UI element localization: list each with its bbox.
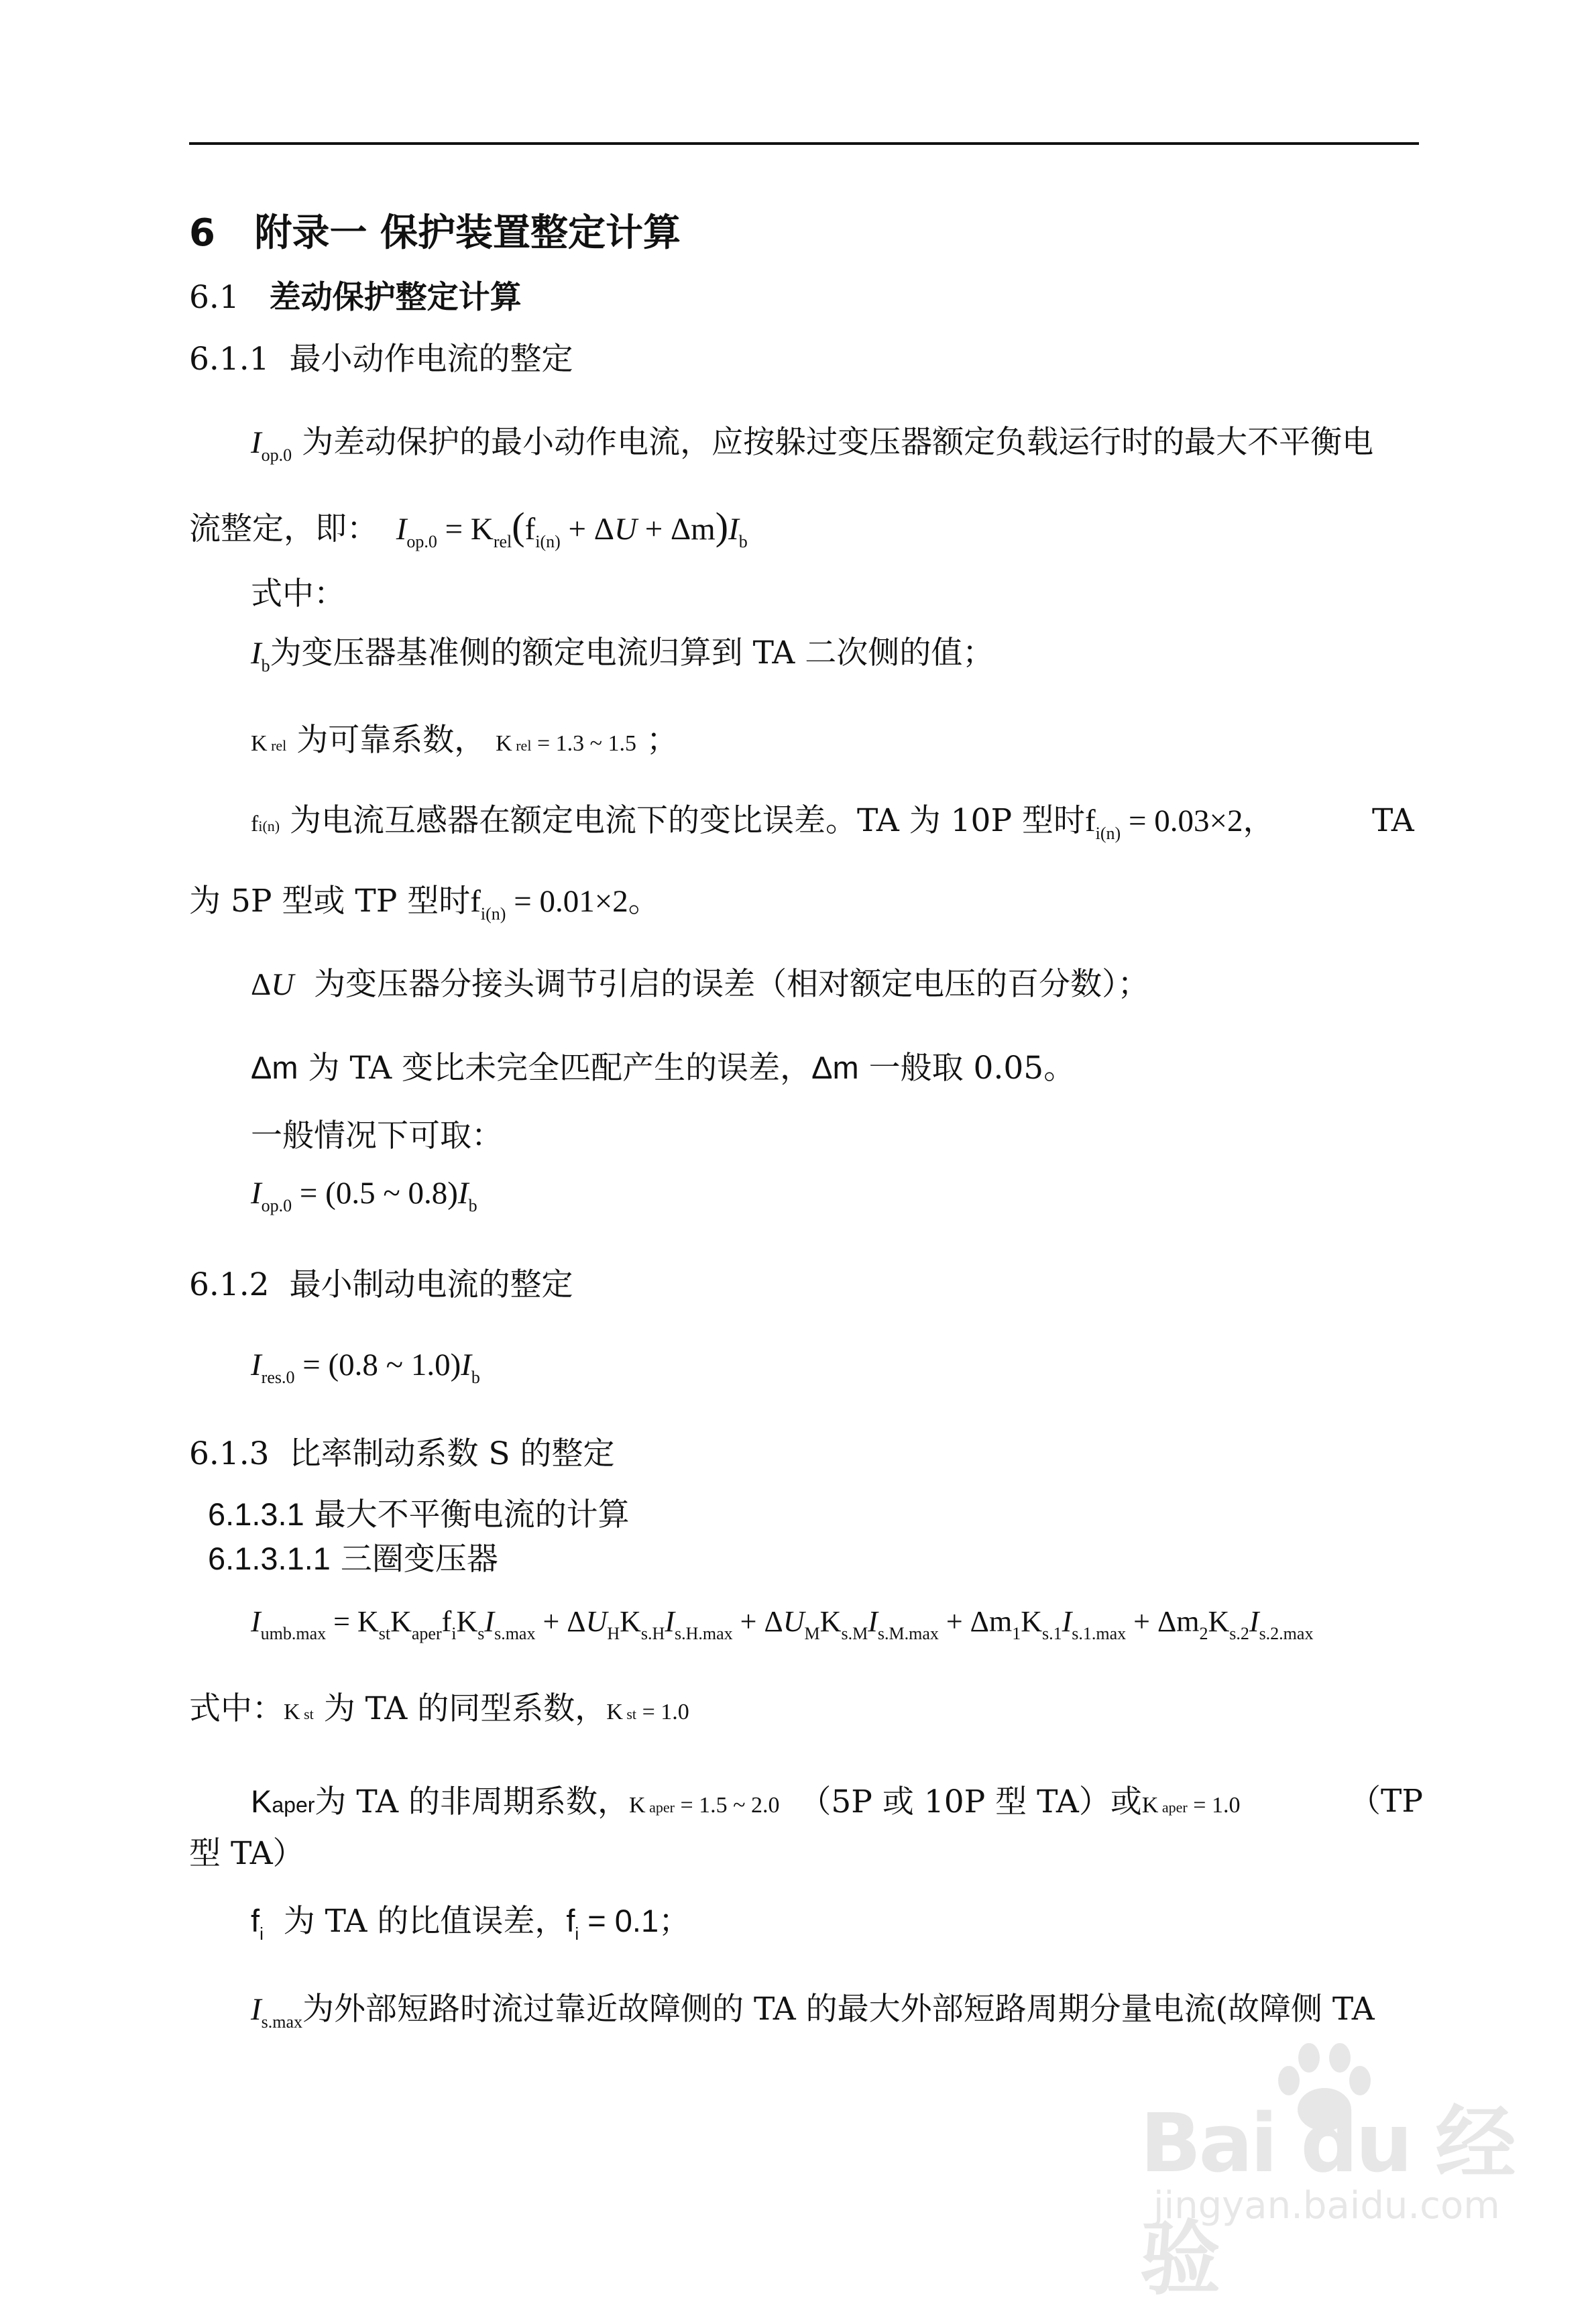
definition-text: 为可靠系数， — [296, 722, 486, 759]
symbol-krel-value: K rel = 1.3 ~ 1.5 — [496, 731, 637, 756]
definition-label: 式中： — [189, 1690, 284, 1727]
subsection-title: 三圈变压器 — [340, 1541, 498, 1578]
subsection-title: 最小制动电流的整定 — [289, 1266, 573, 1303]
formula-iumb-max: $I_{umb.max} = K_{st}K_{aper}f_iK_sI_{s.max} + \Delta U_HK_{s.H}I_{s.H.max} + \Delta U_MK_{s.M}I_{s.M.max} + \Delta m_1K_{s.1}I_{s.1.max} + \Delta m_2K_{s.2}I_{s.2.max}$ — [251, 1605, 1314, 1643]
subsection-title: 差动保护整定计算 — [269, 279, 522, 316]
subsection-title: 最大不平衡电流的计算 — [314, 1496, 630, 1533]
definition-ismax — [251, 1993, 1375, 2031]
subsection-number: 6.1.3 — [189, 1435, 270, 1472]
paragraph-iop0-line1 — [251, 424, 1374, 465]
header-rule — [189, 142, 1419, 145]
definition-kaper-line1 — [251, 1785, 1240, 1818]
formula-fin-5p: $f_{i(n)} = 0.01\times 2$。 — [470, 884, 660, 924]
definition-text: 为 TA 的同型系数， — [323, 1690, 607, 1727]
definition-kaper-tp: （TP — [1349, 1783, 1423, 1820]
section-number: 6 — [189, 211, 215, 255]
definition-text: 为 TA 变比未完全匹配产生的误差， — [308, 1050, 812, 1087]
paragraph-text: 为差动保护的最小动作电流，应按躲过变压器额定负载运行时的最大不平衡电 — [302, 424, 1374, 461]
definition-fi2 — [251, 1905, 690, 1942]
definition-fi-line2 — [189, 885, 660, 923]
subsection-title: 最小动作电流的整定 — [289, 341, 573, 378]
section-title: 附录一 保护装置整定计算 — [254, 211, 681, 255]
symbol-fin: fi(n) — [251, 812, 280, 836]
definition-fi-line1 — [251, 802, 1275, 843]
definition-dm — [251, 1050, 1076, 1087]
symbol-fi: $f_i$ — [251, 1903, 264, 1944]
symbol-dm: Δm — [251, 1050, 298, 1085]
symbol-ib: $I_b$ — [251, 636, 270, 675]
definition-fi-ta: TA — [1372, 802, 1414, 839]
watermark-logo-text: Bai du 经验 — [1140, 2097, 1514, 2306]
subsection-6-1-3-1-heading — [208, 1498, 630, 1531]
paragraph-iop0-line2 — [189, 504, 748, 551]
symbol-kaper-value-b: K aper = 1.0 — [1141, 1793, 1241, 1818]
watermark-url: jingyan.baidu.com — [1153, 2184, 1500, 2228]
formula-iop0: $I_{op.0} = K_{rel}(f_{i(n)} + \Delta U + \Delta m)I_b$ — [396, 504, 748, 551]
subsection-6-1-heading — [189, 279, 522, 316]
definition-ib — [251, 637, 994, 675]
symbol-krel: K rel — [251, 731, 287, 756]
symbol-kaper: Kaper — [251, 1783, 315, 1819]
definition-kst — [189, 1690, 689, 1727]
subsection-number: 6.1 — [189, 279, 239, 316]
subsection-number: 6.1.3.1 — [208, 1496, 304, 1532]
definition-text: 为电流互感器在额定电流下的变比误差。TA 为 10P 型时 — [290, 802, 1086, 839]
definition-text: 为外部短路时流过靠近故障侧的 TA 的最大外部短路周期分量电流(故障侧 TA — [302, 1991, 1375, 2028]
subsection-6-1-2-heading — [189, 1266, 573, 1303]
definition-text: （5P 或 10P 型 TA）或 — [799, 1783, 1142, 1820]
subsection-6-1-1-heading — [189, 341, 573, 378]
definition-kaper-line2: 型 TA） — [189, 1835, 304, 1872]
definition-text: 为 TA 的比值误差， — [283, 1903, 567, 1940]
subsection-6-1-3-1-1-heading — [208, 1541, 498, 1578]
subsection-number: 6.1.2 — [189, 1266, 270, 1303]
formula-iop0-range: $I_{op.0} = (0.5$ ~ $0.8)I_b$ — [251, 1176, 477, 1215]
symbol-dm: Δm — [811, 1050, 859, 1085]
formula-fin-10p: $f_{i(n)} = 0.03\times 2$， — [1085, 804, 1275, 843]
symbol-iop0: $I_{op.0}$ — [251, 425, 292, 465]
definition-text: 为变压器基准侧的额定电流归算到 TA 二次侧的值； — [270, 635, 994, 671]
definition-krel: K rel 为可靠系数， K rel = 1.3 ~ 1.5 ； — [251, 722, 678, 759]
baidu-jingyan-watermark — [1140, 2039, 1516, 2306]
section-heading — [189, 211, 681, 255]
subsection-title: 比率制动系数 S 的整定 — [289, 1435, 615, 1472]
symbol-kst-value: K st = 1.0 — [606, 1700, 689, 1724]
subsection-6-1-3-heading — [189, 1435, 615, 1472]
formula-ires0-range: $I_{res.0} = (0.8$ ~ $1.0)I_b$ — [251, 1348, 480, 1387]
subsection-number: 6.1.3.1.1 — [208, 1541, 331, 1576]
definition-text: 为 TA 的非周期系数， — [315, 1783, 630, 1820]
definition-text: 一般取 0.05。 — [868, 1050, 1076, 1087]
definition-text: 为 5P 型或 TP 型时 — [189, 883, 471, 920]
symbol-fi-value: $f_i = 0.1$； — [566, 1903, 691, 1944]
symbol-kst: K st — [284, 1700, 314, 1724]
paragraph-text: 流整定，即： — [189, 510, 378, 547]
subsection-number: 6.1.1 — [189, 341, 270, 378]
definition-text: 为变压器分接头调节引启的误差（相对额定电压的百分数）； — [314, 966, 1149, 1003]
symbol-kaper-value-a: K aper = 1.5 ~ 2.0 — [629, 1793, 780, 1818]
symbol-du: ΔU — [251, 967, 294, 1002]
symbol-ismax: $I_{s.max}$ — [251, 1992, 303, 2032]
shizhong-label: 式中： — [251, 575, 345, 612]
definition-du — [251, 966, 1149, 1003]
general-note: 一般情况下可取： — [251, 1117, 503, 1154]
